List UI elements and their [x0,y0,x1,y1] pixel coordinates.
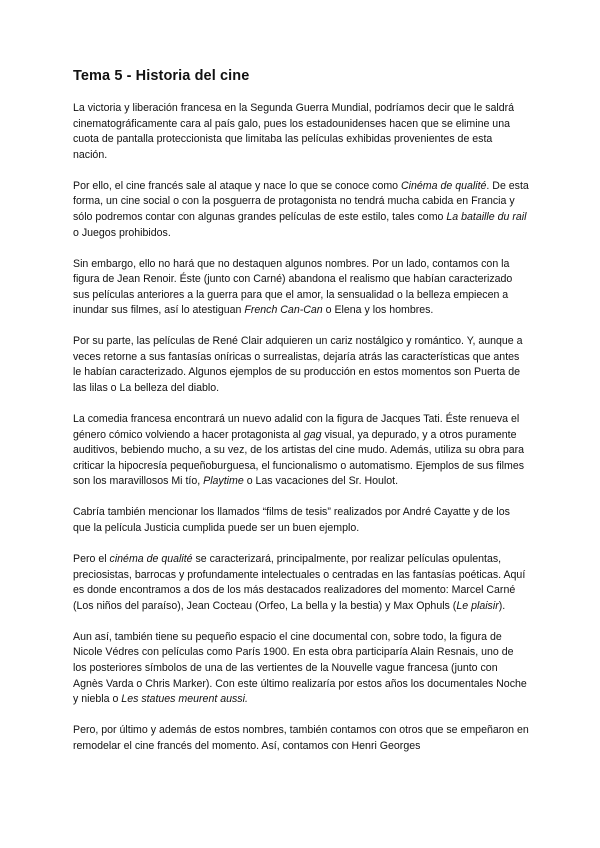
text-run: Cabría también mencionar los llamados “films de tesis” realizados por André Cayatte y de los que la película Justicia cumplida puede ser un buen ejemplo. [73,506,510,535]
paragraph [73,630,529,708]
italic-title: French Can-Can [244,304,323,317]
document-title: Tema 5 - Historia del cine [73,68,250,84]
paragraph [73,505,529,536]
text-run: Por su parte, las películas de René Clair adquieren un cariz nostálgico y romántico. Y, aunque a veces retorne a sus fantasías oníricas o surrealistas, dejaría atrás las características que antes le habían caracterizado. Algunos ejemplos de su producción en estos momentos son Puerta de las lilas o La belleza del diablo. [73,335,523,395]
text-run: Sin embargo, ello no hará que no destaquen algunos nombres. Por un lado, contamos con la figura de Jean Renoir. Éste (junto con Carné) abandona el realismo que habían caracterizado sus películas anteriores a la guerra para que el amor, la sensualidad o la belleza empiecen a inundar sus filmes, así lo atestiguan [73,257,513,317]
paragraph [73,412,529,490]
document-body [73,101,529,754]
paragraph [73,334,529,396]
text-run: Pero, por último y además de estos nombres, también contamos con otros que se empeñaron en remodelar el cine francés del momento. Así, contamos con Henri Georges [73,724,529,752]
paragraph [73,101,529,163]
text-run: . De esta forma, un cine social o con la posguerra de protagonista no tendrá mucha cabida en Francia y sólo podremos contar con algunas grandes películas de este estilo, tales como [73,179,529,223]
paragraph [73,723,529,754]
italic-title: Cinéma de qualité [401,179,487,192]
text-run: ). [498,599,506,612]
text-run: se caracterizará, principalmente, por realizar películas opulentas, preciosistas, barrocas y profundamente intelectuales o centradas en las fantasías poéticas. Aquí es donde encontramos a dos de los más destacados realizadores del momento: Marcel Carné (Los niños del paraíso), Jean Cocteau (Orfeo, La bella y la bestia) y Max Ophuls ( [73,553,526,612]
italic-title: Playtime [203,475,244,488]
italic-title: cinéma de qualité [109,553,193,565]
text-run: Aun así, también tiene su pequeño espacio el cine documental con, sobre todo, la figura de Nicole Védres con películas como París 1900. En esta obra participaría Alain Resnais, uno de los posteriores símbolos de una de las vertientes de la Nouvelle vague francesa (junto con Agnès Varda o Chris Marker). Con este último realizaría por estos años los documentales Noche y niebla o [73,630,527,706]
paragraph [73,179,529,241]
text-run: Pero el [73,553,110,565]
italic-title: Le plaisir [456,599,499,612]
text-run: visual, ya depurado, y a otros puramente auditivos, bebiendo mucho, a su vez, de los artistas del cine mudo. Además, utiliza su obra para criticar la hipocresía pequeñoburguesa, el funcionalismo o automatismo. Ejemplos de sus filmes son los maravillosos Mi tío, [73,428,525,488]
italic-title: La bataille du rail [446,210,527,223]
text-run: La victoria y liberación francesa en la Segunda Guerra Mundial, podríamos decir que le saldrá cinematográficamente cara al país galo, pues los estadounidenses hacen que se elimine una cuota de pantalla proteccionista que limitaba las películas exhibidas provenientes de esta nación. [73,102,515,161]
text-run: o Elena y los hombres. [322,304,434,317]
text-run: La comedia francesa encontrará un nuevo adalid con la figura de Jacques Tati. Éste renueva el género cómico volviendo a hacer protagonista al [73,413,520,441]
text-run: Por ello, el cine francés sale al ataque y nace lo que se conoce como [73,179,402,192]
italic-title: gag [303,428,322,441]
paragraph [73,552,529,614]
paragraph [73,257,529,319]
text-run: o Las vacaciones del Sr. Houlot. [243,475,399,488]
italic-title: Les statues meurent aussi. [121,693,248,706]
text-run: o Juegos prohibidos. [73,226,171,239]
